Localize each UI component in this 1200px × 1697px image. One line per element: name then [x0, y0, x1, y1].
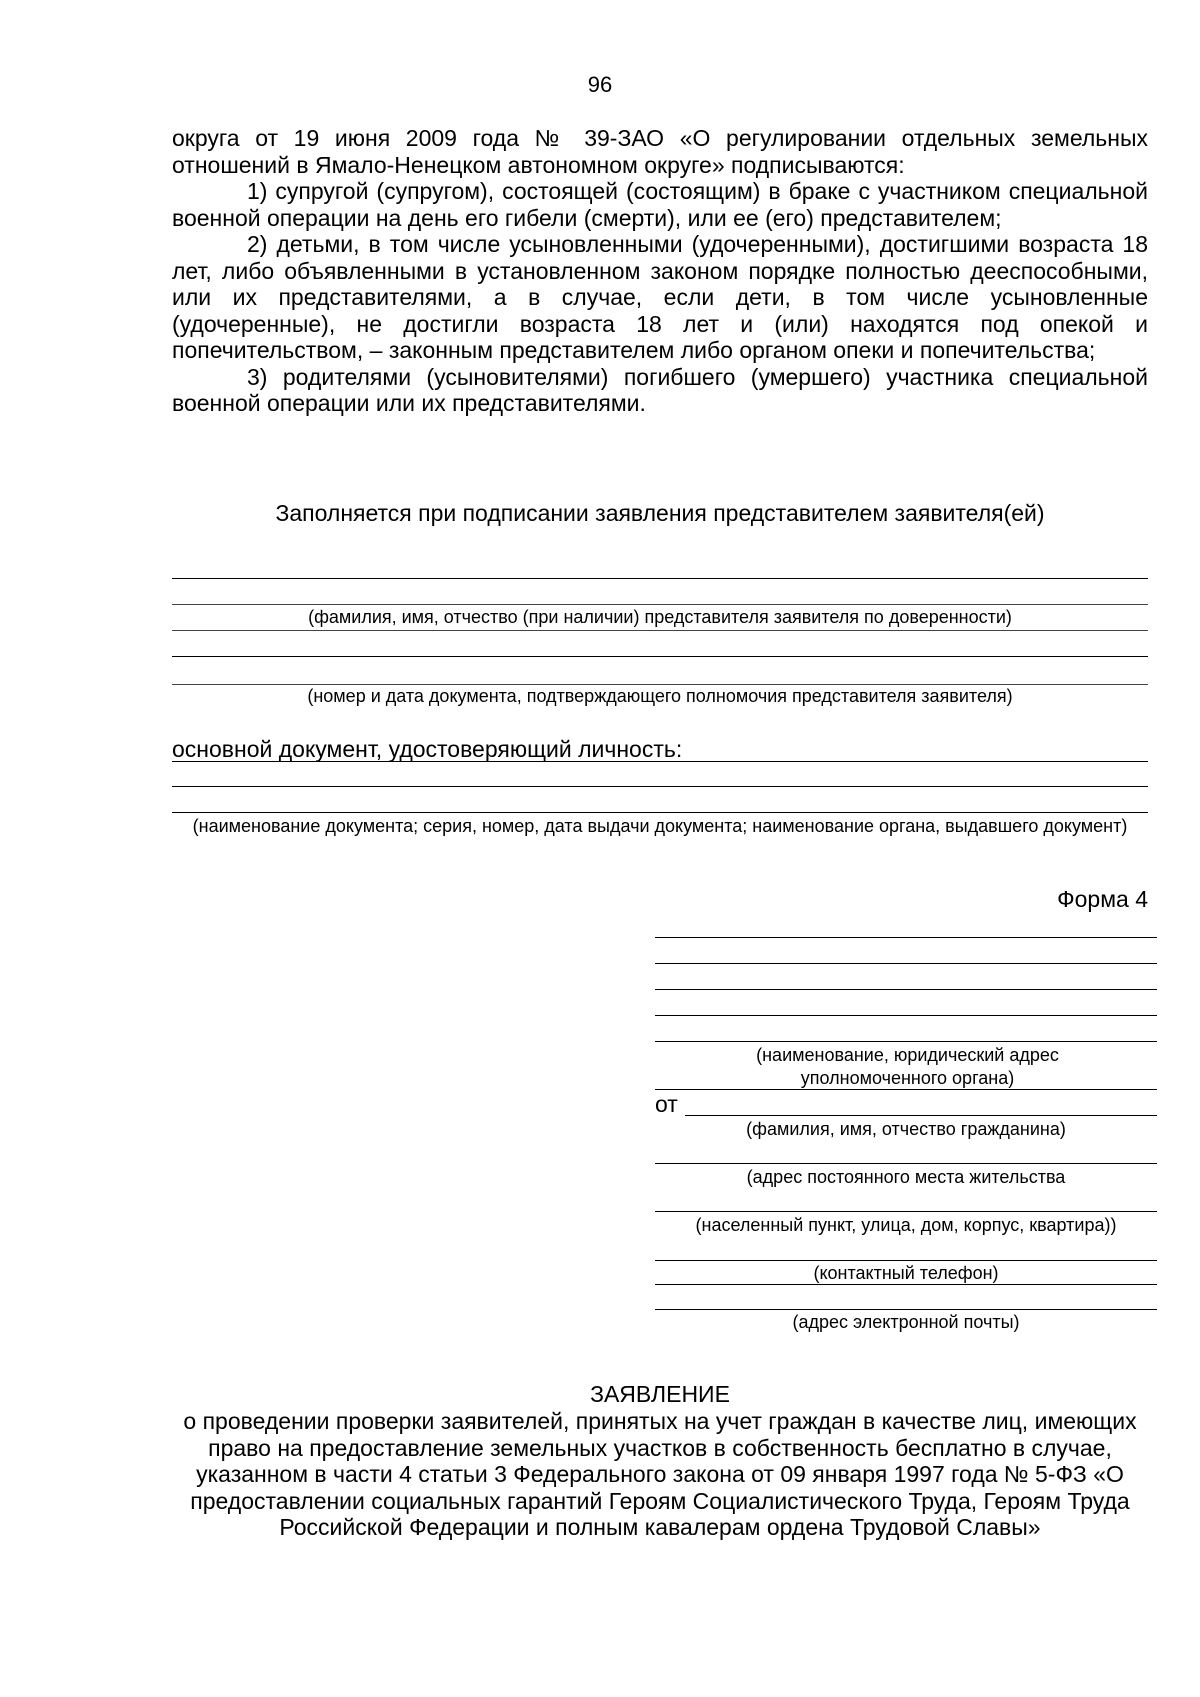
org-line-4[interactable]	[655, 1015, 1157, 1016]
list-item-3: 3) родителями (усыновителями) погибшего (умершего) участника специальной военной операции или их представителями.	[172, 363, 1148, 416]
list-item-2: 2) детьми, в том числе усыновленными (удочеренными), достигшими возраста 18 лет, либо объявленными в установленном законом порядке полностью дееспособными, или их представителями, а в случае, если дети, в том числе усыновленные (удочеренные), не достигли возраста 18 лет и (или) находятся под опекой и попечительством, – законным представителем либо органом опеки и попечительства;	[172, 231, 1148, 363]
caption-email: (адрес электронной почты)	[792, 1312, 1020, 1332]
address-line-2[interactable]	[655, 1211, 1157, 1212]
email-line[interactable]	[655, 1309, 1157, 1310]
application-title: ЗАЯВЛЕНИЕ	[590, 1381, 730, 1407]
caption-address: (адрес постоянного места жительства	[746, 1167, 1066, 1187]
org-line-2[interactable]	[655, 963, 1157, 964]
org-line-6	[655, 1089, 1157, 1090]
list-item-1: 1) супругой (супругом), состоящей (состоящим) в браке с участником специальной военной операции на день его гибели (смерти), или ее (его) представителем;	[172, 178, 1148, 231]
phone-line[interactable]	[655, 1260, 1157, 1261]
caption-citizen: (фамилия, имя, отчество гражданина)	[746, 1119, 1066, 1139]
caption-authority-document: (номер и дата документа, подтверждающего полномочия представителя заявителя)	[307, 686, 1013, 706]
id-document-line-2[interactable]	[172, 786, 1148, 787]
application-subtitle: о проведении проверки заявителей, принятых на учет граждан в качестве лиц, имеющих право на предоставление земельных участков в собственность бесплатно в случае, указанном в части 4 статьи 3 Федерального закона от 09 января 1997 года № 5-ФЗ «О предоставлении социальных гарантий Героям Социалистического Труда, Героям Труда Российской Федерации и полным кавалерам ордена Трудовой Славы»	[183, 1408, 1137, 1540]
from-label: от	[655, 1091, 678, 1117]
representative-name-line-2[interactable]	[172, 604, 1148, 605]
id-document-label: основной документ, удостоверяющий личность:	[172, 736, 683, 762]
intro-paragraph: округа от 19 июня 2009 года № 39-ЗАО «О регулировании отдельных земельных отношений в Ямало-Ненецком автономном округе» подписываются:	[172, 125, 1148, 178]
form-number: Форма 4	[1057, 886, 1148, 912]
representative-heading: Заполняется при подписании заявления представителем заявителя(ей)	[275, 500, 1045, 526]
body-text	[172, 125, 1148, 417]
id-document-line-3[interactable]	[172, 812, 1148, 813]
caption-representative-name: (фамилия, имя, отчество (при наличии) представителя заявителя по доверенности)	[308, 607, 1012, 627]
representative-name-line[interactable]	[172, 578, 1148, 579]
phone-line-2	[655, 1284, 1157, 1285]
id-document-line-1[interactable]	[172, 761, 1148, 762]
authority-document-line[interactable]	[172, 656, 1148, 657]
org-line-1[interactable]	[655, 937, 1157, 938]
page-number: 96	[587, 72, 613, 97]
address-line-1[interactable]	[655, 1163, 1157, 1164]
org-line-5[interactable]	[655, 1041, 1157, 1042]
representative-name-line-3	[172, 630, 1148, 631]
caption-org: (наименование, юридический адрес уполномоченного органа)	[756, 1045, 1059, 1088]
org-line-3[interactable]	[655, 989, 1157, 990]
caption-id-document: (наименование документа; серия, номер, дата выдачи документа; наименование органа, выдавшего документ)	[192, 816, 1128, 836]
citizen-name-line[interactable]	[685, 1115, 1157, 1116]
caption-address-2: (населенный пункт, улица, дом, корпус, квартира))	[695, 1215, 1117, 1235]
caption-phone: (контактный телефон)	[813, 1263, 999, 1283]
